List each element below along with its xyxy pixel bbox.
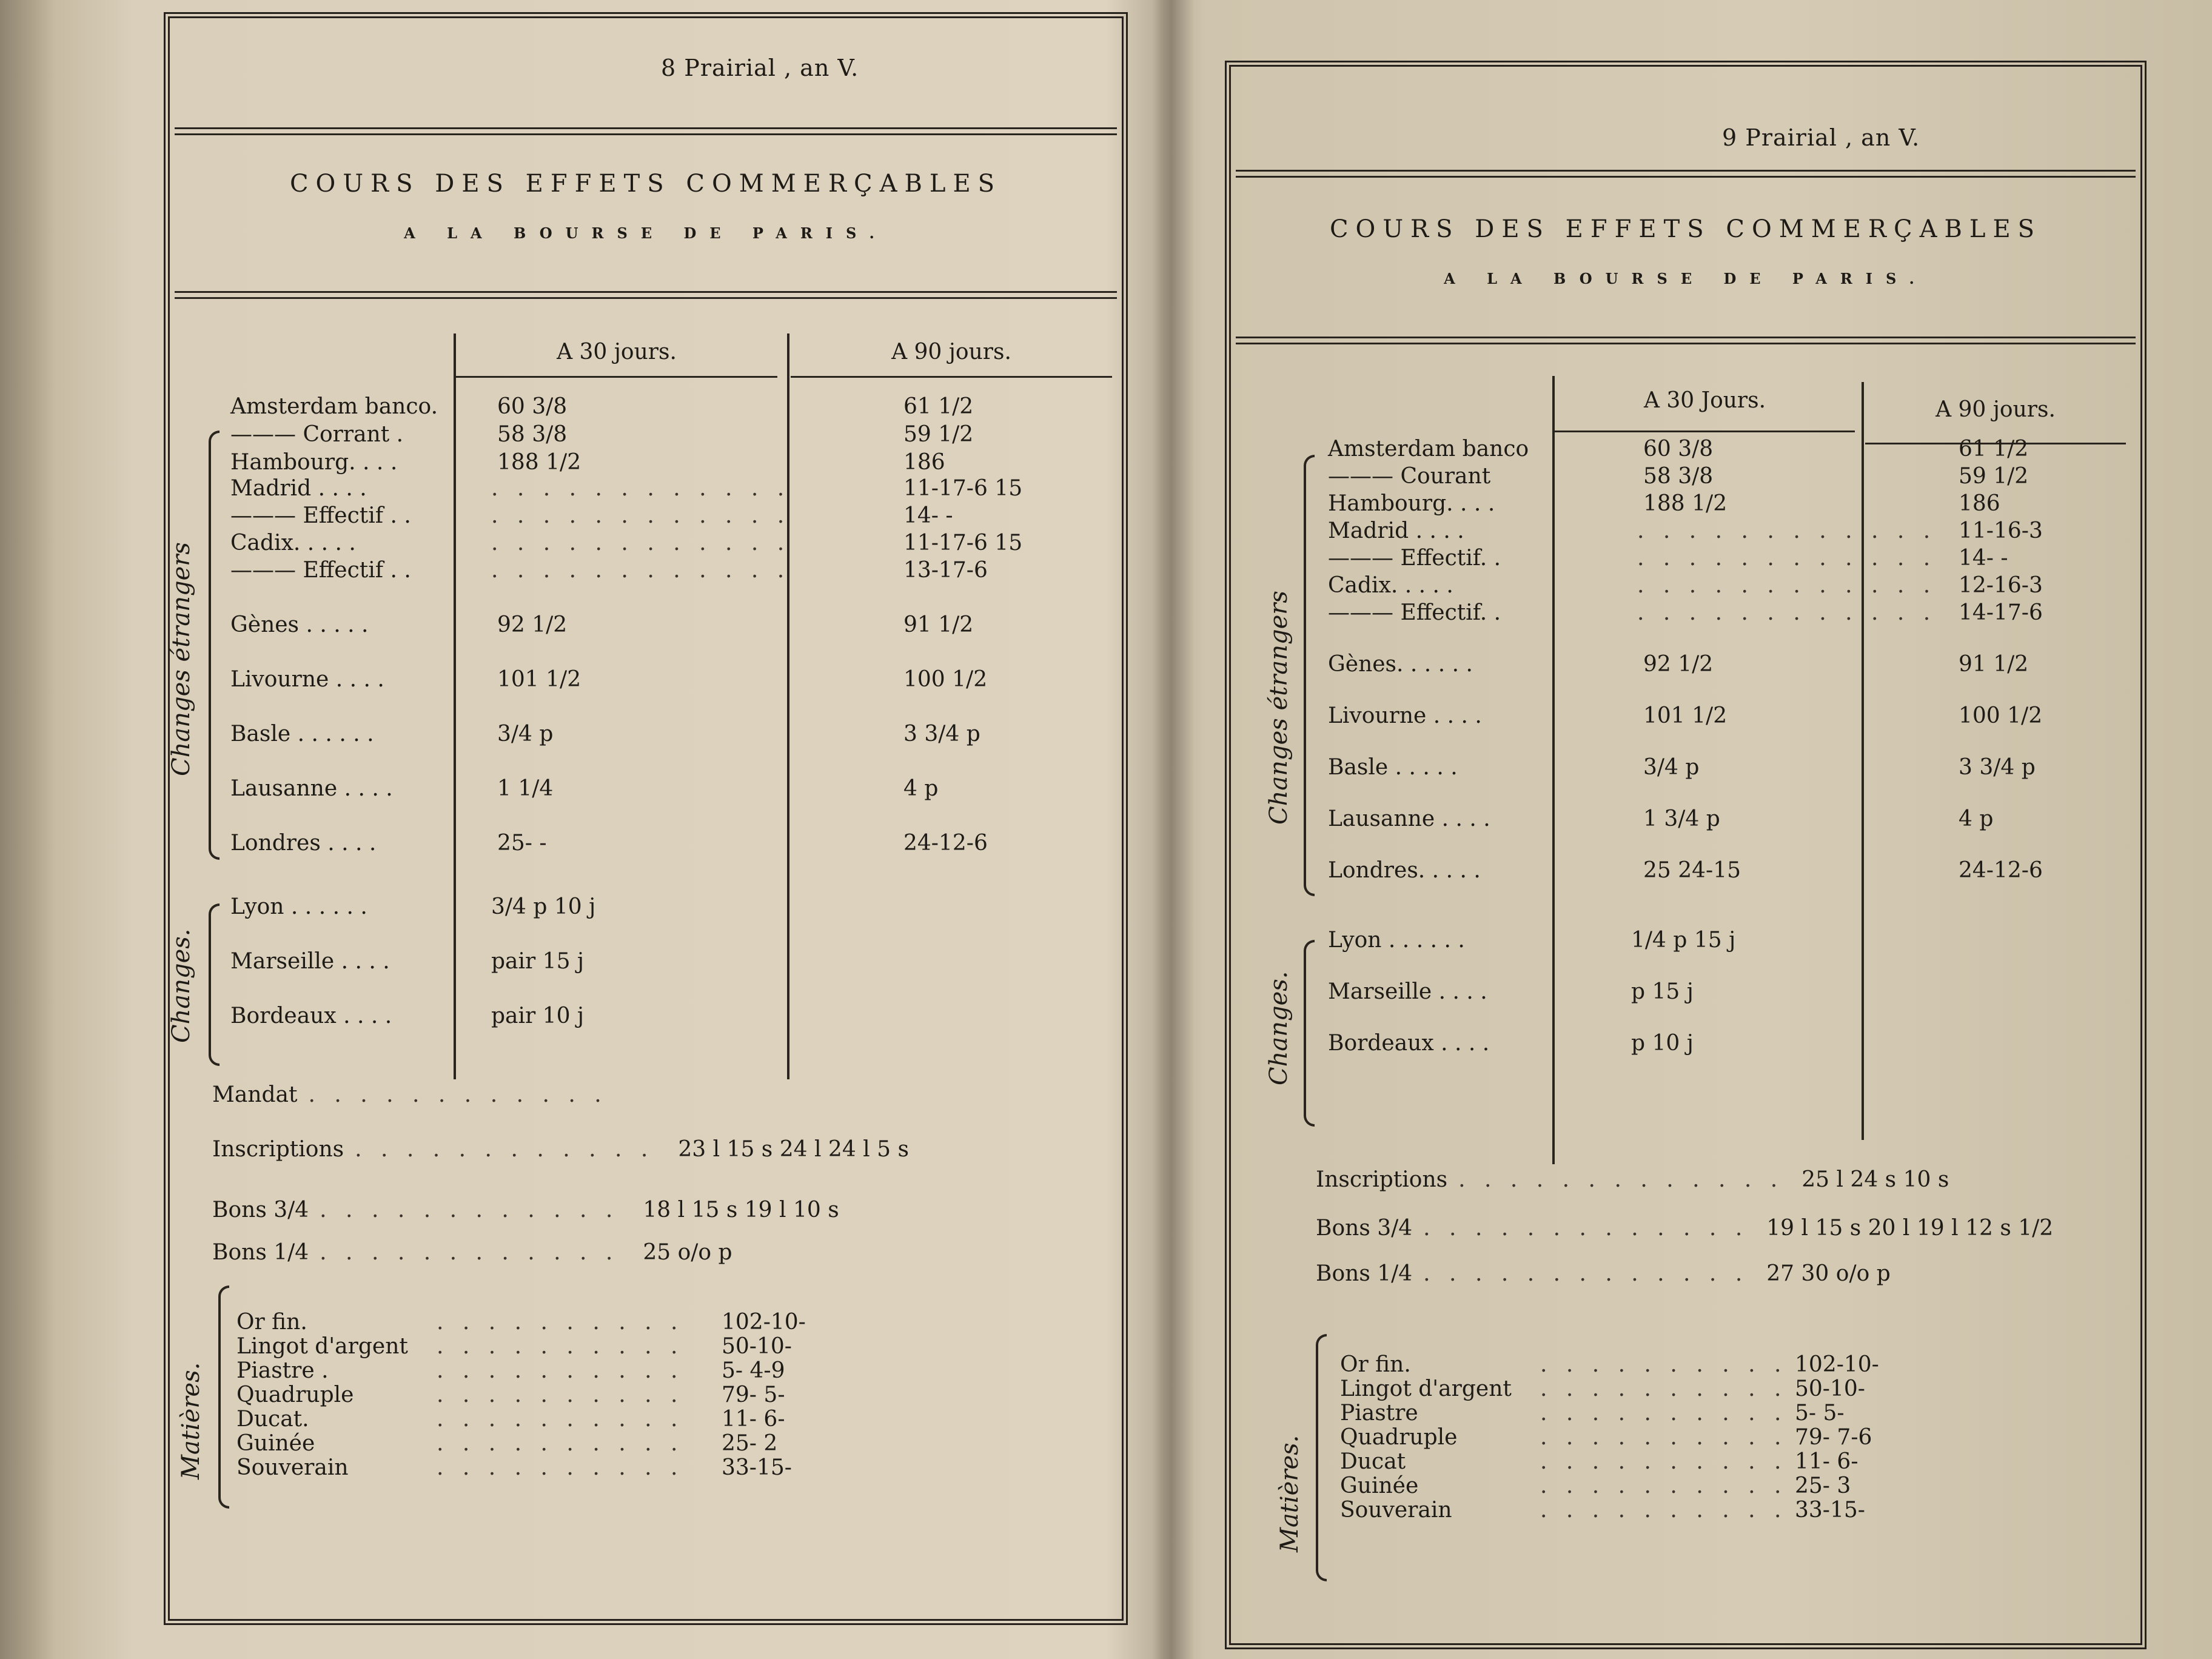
value-90-jours: 11-17-6 15 — [903, 531, 1023, 555]
row-label: Basle . . . . . . — [230, 722, 374, 746]
row-label: Lingot d'argent — [236, 1334, 408, 1359]
table-row — [1340, 1376, 2068, 1401]
bottom-row — [1316, 1216, 2053, 1241]
row-label: Lingot d'argent — [1340, 1376, 1512, 1401]
value-90-jours: 3 3/4 p — [903, 722, 980, 746]
row-label: Lausanne . . . . — [1328, 806, 1490, 831]
value-30-jours: 92 1/2 — [1643, 652, 1714, 677]
row-label: Or fin. — [1340, 1352, 1411, 1377]
value-30-jours: 3/4 p — [497, 722, 554, 746]
row-value: 27 30 o/o p — [1766, 1261, 1891, 1286]
value-30-jours: 1/4 p 15 j — [1631, 928, 1736, 953]
row-label: Inscriptions — [1316, 1167, 1448, 1192]
row-label: Ducat — [1340, 1449, 1406, 1474]
row-label: Souverain — [236, 1455, 349, 1480]
col-30-header: A 30 Jours. — [1643, 388, 1766, 413]
row-label: Madrid . . . . — [230, 476, 367, 501]
value-90-jours: 59 1/2 — [1959, 464, 2029, 489]
row-label: Gènes. . . . . . — [1328, 652, 1473, 677]
value-90-jours: 186 — [903, 450, 945, 475]
dot-leader: . . . . . . . . . . — [1540, 1425, 1788, 1450]
dot-leader: . . . . . . . . . . — [1540, 1401, 1788, 1426]
row-label: ——— Effectif. . — [1328, 546, 1501, 571]
table-row — [1340, 1473, 2068, 1498]
value-30-jours: 25 24-15 — [1643, 858, 1741, 883]
row-value: 18 l 15 s 19 l 10 s — [643, 1198, 839, 1222]
value-30-jours: 60 3/8 — [1643, 437, 1714, 461]
group-changes: Changes. — [1265, 971, 1293, 1085]
row-label: Inscriptions — [212, 1137, 344, 1162]
table-row — [1340, 1401, 2068, 1425]
brace-matieres — [218, 1285, 229, 1509]
table-row — [230, 394, 1079, 421]
row-label: Marseille . . . . — [230, 949, 390, 974]
col30-underline — [456, 376, 777, 378]
row-label: Londres . . . . — [230, 831, 377, 856]
row-value: 23 l 15 s 24 l 24 l 5 s — [678, 1137, 909, 1162]
dot-leader: . . . . . . . . . . — [1540, 1473, 1788, 1498]
row-value: 102-10- — [1795, 1352, 1879, 1377]
page-date: 9 Prairial , an V. — [1722, 124, 1920, 151]
table-row — [1328, 518, 2177, 545]
col-30-header: A 30 jours. — [557, 340, 677, 364]
row-label: Hambourg. . . . — [1328, 491, 1495, 516]
table-row — [236, 1455, 964, 1480]
table-row — [1328, 437, 2177, 463]
dot-leader: . . . . . . . . . . . . — [491, 531, 791, 555]
value-90-jours: 12-16-3 — [1959, 573, 2043, 598]
table-row — [1328, 491, 2177, 518]
table-row — [1340, 1425, 2068, 1449]
table-row — [1328, 546, 2177, 572]
row-label: Guinée — [1340, 1473, 1419, 1498]
row-label: Londres. . . . . — [1328, 858, 1481, 883]
row-label: ——— Corrant . — [230, 422, 404, 447]
table-row — [1328, 703, 2177, 730]
value-90-jours: 11-17-6 15 — [903, 476, 1023, 501]
dot-leader: . . . . . . . . . . . . — [320, 1240, 619, 1265]
page-title: COURS DES EFFETS COMMERÇABLES — [1329, 215, 2042, 243]
value-90-jours: 24-12-6 — [903, 831, 988, 856]
value-90-jours: 14-17-6 — [1959, 600, 2043, 625]
title-rule — [1236, 337, 2136, 344]
dot-leader: . . . . . . . . . . — [437, 1358, 684, 1383]
col-90-header: A 90 jours. — [891, 340, 1011, 364]
table-row — [230, 476, 1079, 503]
dot-leader: . . . . . . . . . . — [437, 1310, 684, 1335]
row-label: Basle . . . . . — [1328, 755, 1458, 780]
dot-leader: . . . . . . . . . . . . — [491, 558, 791, 583]
dot-leader: . . . . . . . . . . . . — [1637, 546, 1937, 571]
value-30-jours: 3/4 p 10 j — [491, 894, 596, 919]
table-row — [230, 776, 1079, 803]
row-value: 79- 7-6 — [1795, 1425, 1872, 1450]
value-90-jours: 61 1/2 — [1959, 437, 2029, 461]
row-value: 79- 5- — [722, 1382, 785, 1407]
row-label: Bordeaux . . . . — [230, 1004, 392, 1028]
table-row — [236, 1382, 964, 1407]
value-90-jours: 3 3/4 p — [1959, 755, 2036, 780]
row-label: Lyon . . . . . . — [230, 894, 367, 919]
table-row — [236, 1407, 964, 1431]
bottom-row — [1316, 1261, 1891, 1286]
row-label: Piastre — [1340, 1401, 1418, 1426]
row-value: 11- 6- — [722, 1407, 785, 1432]
value-90-jours: 186 — [1959, 491, 2000, 516]
table-row — [230, 612, 1079, 639]
row-label: Amsterdam banco — [1328, 437, 1529, 461]
row-label: Or fin. — [236, 1310, 307, 1335]
bottom-row — [212, 1082, 608, 1107]
table-row — [1328, 652, 2177, 679]
row-label: Souverain — [1340, 1498, 1452, 1523]
page-subtitle: A LA BOURSE DE PARIS. — [404, 224, 888, 242]
value-30-jours: pair 15 j — [491, 949, 585, 974]
value-90-jours: 13-17-6 — [903, 558, 988, 583]
row-label: Cadix. . . . . — [1328, 573, 1453, 598]
dot-leader: . . . . . . . . . . — [437, 1455, 684, 1480]
table-row — [1328, 755, 2177, 782]
row-label: Amsterdam banco. — [230, 394, 438, 419]
row-label: Gènes . . . . . — [230, 612, 369, 637]
dot-leader: . . . . . . . . . . — [437, 1407, 684, 1432]
table-row — [1328, 600, 2177, 627]
value-30-jours: 92 1/2 — [497, 612, 568, 637]
value-90-jours: 59 1/2 — [903, 422, 974, 447]
value-30-jours: 60 3/8 — [497, 394, 568, 419]
value-30-jours: p 15 j — [1631, 979, 1694, 1004]
table-row — [230, 558, 1079, 585]
value-30-jours: 188 1/2 — [1643, 491, 1728, 516]
row-label: Piastre . — [236, 1358, 329, 1383]
dot-leader: . . . . . . . . . . — [1540, 1352, 1788, 1377]
row-label: Lausanne . . . . — [230, 776, 393, 801]
dot-leader: . . . . . . . . . . — [437, 1334, 684, 1359]
row-label: Madrid . . . . — [1328, 518, 1464, 543]
value-90-jours: 4 p — [903, 776, 939, 801]
dot-leader: . . . . . . . . . . . . . — [1423, 1216, 1749, 1241]
header-rule — [1236, 170, 2136, 178]
row-label: Hambourg. . . . — [230, 450, 398, 475]
dot-leader: . . . . . . . . . . — [1540, 1449, 1788, 1474]
dot-leader: . . . . . . . . . . . . — [491, 476, 791, 501]
right-page — [1225, 61, 2147, 1649]
table-row — [1328, 928, 2177, 954]
row-label: Bordeaux . . . . — [1328, 1031, 1490, 1056]
row-label: Cadix. . . . . — [230, 531, 356, 555]
title-rule — [175, 291, 1117, 299]
row-value: 50-10- — [1795, 1376, 1865, 1401]
value-90-jours: 100 1/2 — [1959, 703, 2043, 728]
dot-leader: . . . . . . . . . . . . — [308, 1082, 608, 1107]
row-label: Bons 3/4 — [212, 1198, 309, 1222]
row-value: 5- 5- — [1795, 1401, 1845, 1426]
table-row — [236, 1334, 964, 1358]
value-30-jours: 101 1/2 — [497, 667, 581, 692]
dot-leader: . . . . . . . . . . . . — [1637, 573, 1937, 598]
table-row — [230, 894, 1079, 921]
table-row — [1328, 573, 2177, 600]
row-value: 19 l 15 s 20 l 19 l 12 s 1/2 — [1766, 1216, 2054, 1241]
table-row — [1328, 1031, 2177, 1057]
dot-leader: . . . . . . . . . . . . — [491, 503, 791, 528]
value-90-jours: 91 1/2 — [903, 612, 974, 637]
page-subtitle: A LA BOURSE DE PARIS. — [1444, 270, 1928, 287]
row-label: Bons 1/4 — [1316, 1261, 1413, 1286]
row-label: Bons 1/4 — [212, 1240, 309, 1265]
table-row — [230, 831, 1079, 857]
row-label: Mandat — [212, 1082, 298, 1107]
bottom-row — [212, 1198, 839, 1222]
value-30-jours: 3/4 p — [1643, 755, 1700, 780]
row-value: 33-15- — [722, 1455, 792, 1480]
dot-leader: . . . . . . . . . . . . — [355, 1137, 654, 1162]
row-value: 25 l 24 s 10 s — [1801, 1167, 1949, 1192]
row-label: Quadruple — [236, 1382, 354, 1407]
row-value: 5- 4-9 — [722, 1358, 785, 1383]
value-90-jours: 100 1/2 — [903, 667, 988, 692]
col-90-header: A 90 jours. — [1936, 397, 2056, 422]
page-title: COURS DES EFFETS COMMERÇABLES — [289, 170, 1002, 198]
dot-leader: . . . . . . . . . . . . . — [1458, 1167, 1784, 1192]
table-row — [1328, 806, 2177, 833]
row-value: 33-15- — [1795, 1498, 1865, 1523]
table-row — [1340, 1498, 2068, 1522]
table-row — [230, 722, 1079, 748]
brace-changes — [209, 903, 220, 1066]
group-changes-etrangers: Changes étrangers — [167, 542, 195, 776]
table-row — [236, 1358, 964, 1382]
table-row — [1328, 464, 2177, 491]
page-date: 8 Prairial , an V. — [661, 55, 859, 81]
dot-leader: . . . . . . . . . . — [437, 1431, 684, 1456]
bottom-row — [212, 1240, 732, 1265]
group-changes: Changes. — [167, 928, 195, 1043]
value-90-jours: 91 1/2 — [1959, 652, 2029, 677]
row-label: Lyon . . . . . . — [1328, 928, 1465, 953]
dot-leader: . . . . . . . . . . — [437, 1382, 684, 1407]
group-changes-etrangers: Changes étrangers — [1265, 591, 1293, 825]
value-90-jours: 4 p — [1959, 806, 1994, 831]
dot-leader: . . . . . . . . . . . . — [320, 1198, 619, 1222]
value-30-jours: 101 1/2 — [1643, 703, 1728, 728]
row-label: Livourne . . . . — [230, 667, 384, 692]
table-row — [230, 450, 1079, 477]
table-row — [230, 667, 1079, 694]
table-row — [1340, 1352, 2068, 1376]
row-label: Guinée — [236, 1431, 315, 1456]
row-label: Marseille . . . . — [1328, 979, 1487, 1004]
value-30-jours: 1 1/4 — [497, 776, 554, 801]
row-label: ——— Effectif . . — [230, 558, 411, 583]
row-label: Livourne . . . . — [1328, 703, 1482, 728]
bottom-row — [212, 1137, 909, 1162]
dot-leader: . . . . . . . . . . . . . — [1423, 1261, 1749, 1286]
value-30-jours: p 10 j — [1631, 1031, 1694, 1056]
value-30-jours: 58 3/8 — [1643, 464, 1714, 489]
row-value: 25- 2 — [722, 1431, 778, 1456]
table-row — [236, 1431, 964, 1455]
dot-leader: . . . . . . . . . . — [1540, 1376, 1788, 1401]
row-label: ——— Courant — [1328, 464, 1491, 489]
value-90-jours: 61 1/2 — [903, 394, 974, 419]
row-value: 11- 6- — [1795, 1449, 1858, 1474]
table-row — [230, 949, 1079, 976]
value-90-jours: 11-16-3 — [1959, 518, 2043, 543]
group-matieres: Matières. — [177, 1362, 205, 1480]
value-30-jours: pair 10 j — [491, 1004, 585, 1028]
brace-changes-etrangers — [1304, 455, 1315, 896]
row-label: Quadruple — [1340, 1425, 1458, 1450]
table-row — [1328, 979, 2177, 1006]
table-row — [230, 1004, 1079, 1030]
header-rule — [175, 127, 1117, 135]
value-30-jours: 1 3/4 p — [1643, 806, 1720, 831]
table-row — [230, 422, 1079, 449]
bottom-row — [1316, 1167, 1949, 1192]
col90-underline — [791, 376, 1112, 378]
row-value: 50-10- — [722, 1334, 792, 1359]
value-90-jours: 14- - — [1959, 546, 2008, 571]
table-row — [1340, 1449, 2068, 1473]
brace-changes — [1304, 940, 1315, 1127]
value-30-jours: 25- - — [497, 831, 547, 856]
col30-underline — [1555, 431, 1855, 432]
row-value: 25- 3 — [1795, 1473, 1851, 1498]
table-row — [230, 531, 1079, 557]
group-matieres: Matières. — [1276, 1435, 1304, 1552]
brace-matieres — [1316, 1334, 1327, 1581]
value-90-jours: 14- - — [903, 503, 953, 528]
value-30-jours: 58 3/8 — [497, 422, 568, 447]
left-page — [164, 12, 1128, 1625]
book-gutter — [1152, 0, 1195, 1659]
dot-leader: . . . . . . . . . . . . — [1637, 600, 1937, 625]
row-label: Ducat. — [236, 1407, 309, 1432]
row-value: 25 o/o p — [643, 1240, 732, 1265]
row-label: ——— Effectif . . — [230, 503, 411, 528]
dot-leader: . . . . . . . . . . — [1540, 1498, 1788, 1523]
row-label: ——— Effectif. . — [1328, 600, 1501, 625]
value-90-jours: 24-12-6 — [1959, 858, 2043, 883]
table-row — [236, 1310, 964, 1334]
table-row — [1328, 858, 2177, 885]
brace-changes-etrangers — [209, 431, 220, 860]
row-label: Bons 3/4 — [1316, 1216, 1413, 1241]
dot-leader: . . . . . . . . . . . . — [1637, 518, 1937, 543]
row-value: 102-10- — [722, 1310, 806, 1335]
table-row — [230, 503, 1079, 530]
value-30-jours: 188 1/2 — [497, 450, 581, 475]
